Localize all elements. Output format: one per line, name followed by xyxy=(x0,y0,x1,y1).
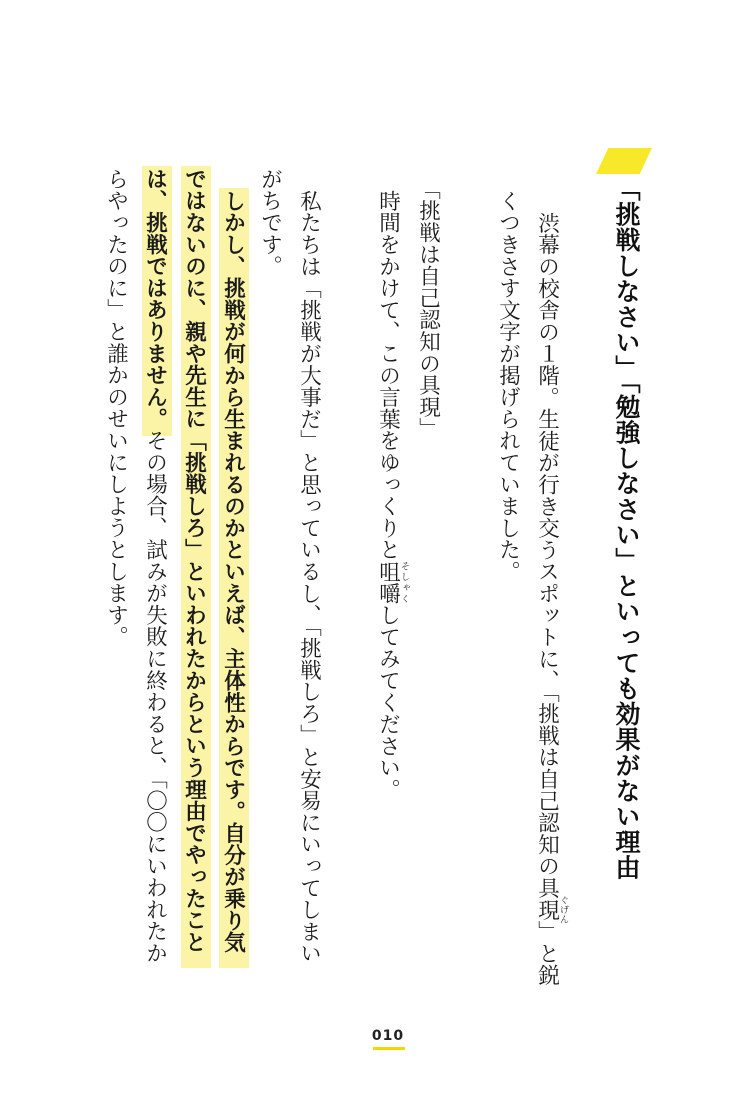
p1-line1-tail: 」と鋭 xyxy=(534,920,560,987)
paragraph-4-line-4: らやったのに」と誰かのせいにしようとします。 xyxy=(103,168,129,648)
quote-line: 「挑戦は自己認知の具現」 xyxy=(415,178,441,440)
p2-line-tail: してみてください。 xyxy=(375,604,401,801)
paragraph-3-line-2: がちです。 xyxy=(257,168,283,277)
paragraph-1-line-1 xyxy=(536,212,568,986)
paragraph-3-line-1: 私たちは「挑戦が大事だ」と思っているし、「挑戦しろ」と安易にいってしまい xyxy=(296,190,322,965)
paragraph-4-line-3 xyxy=(144,168,166,964)
p4-line3-bold: は、挑戦ではありません。 xyxy=(142,168,168,430)
p1-line1-text: 渋幕の校舎の１階。生徒が行き交うスポットに、「挑戦は自己認知の具 xyxy=(534,212,560,899)
paragraph-1-line-2: くつきさす文字が掲げられていました。 xyxy=(495,190,521,583)
ruby-soshaku: 咀嚼そしゃく xyxy=(375,560,409,605)
paragraph-4-line-2: ではないのに、親や先生に「挑戦しろ」といわれたからという理由でやったこと xyxy=(181,168,207,953)
ruby-gugen: 現ぐげん xyxy=(534,895,568,924)
p2-line-head: 時間をかけて、この言葉をゆっくりと xyxy=(375,190,401,561)
paragraph-4-line-1: しかし、挑戦が何から生まれるのかといえば、主体性からです。自分が乗り気 xyxy=(220,190,246,953)
page-number-underline xyxy=(373,1047,405,1050)
page-number: 010 xyxy=(371,1028,405,1044)
heading-accent-bar xyxy=(596,148,652,174)
paragraph-2-line-1 xyxy=(377,190,409,800)
p4-line3-tail: その場合、試みが失敗に終わると、「〇〇にいわれたか xyxy=(142,429,168,964)
section-heading: 「挑戦しなさい」「勉強しなさい」といっても効果がない理由 xyxy=(612,176,641,881)
